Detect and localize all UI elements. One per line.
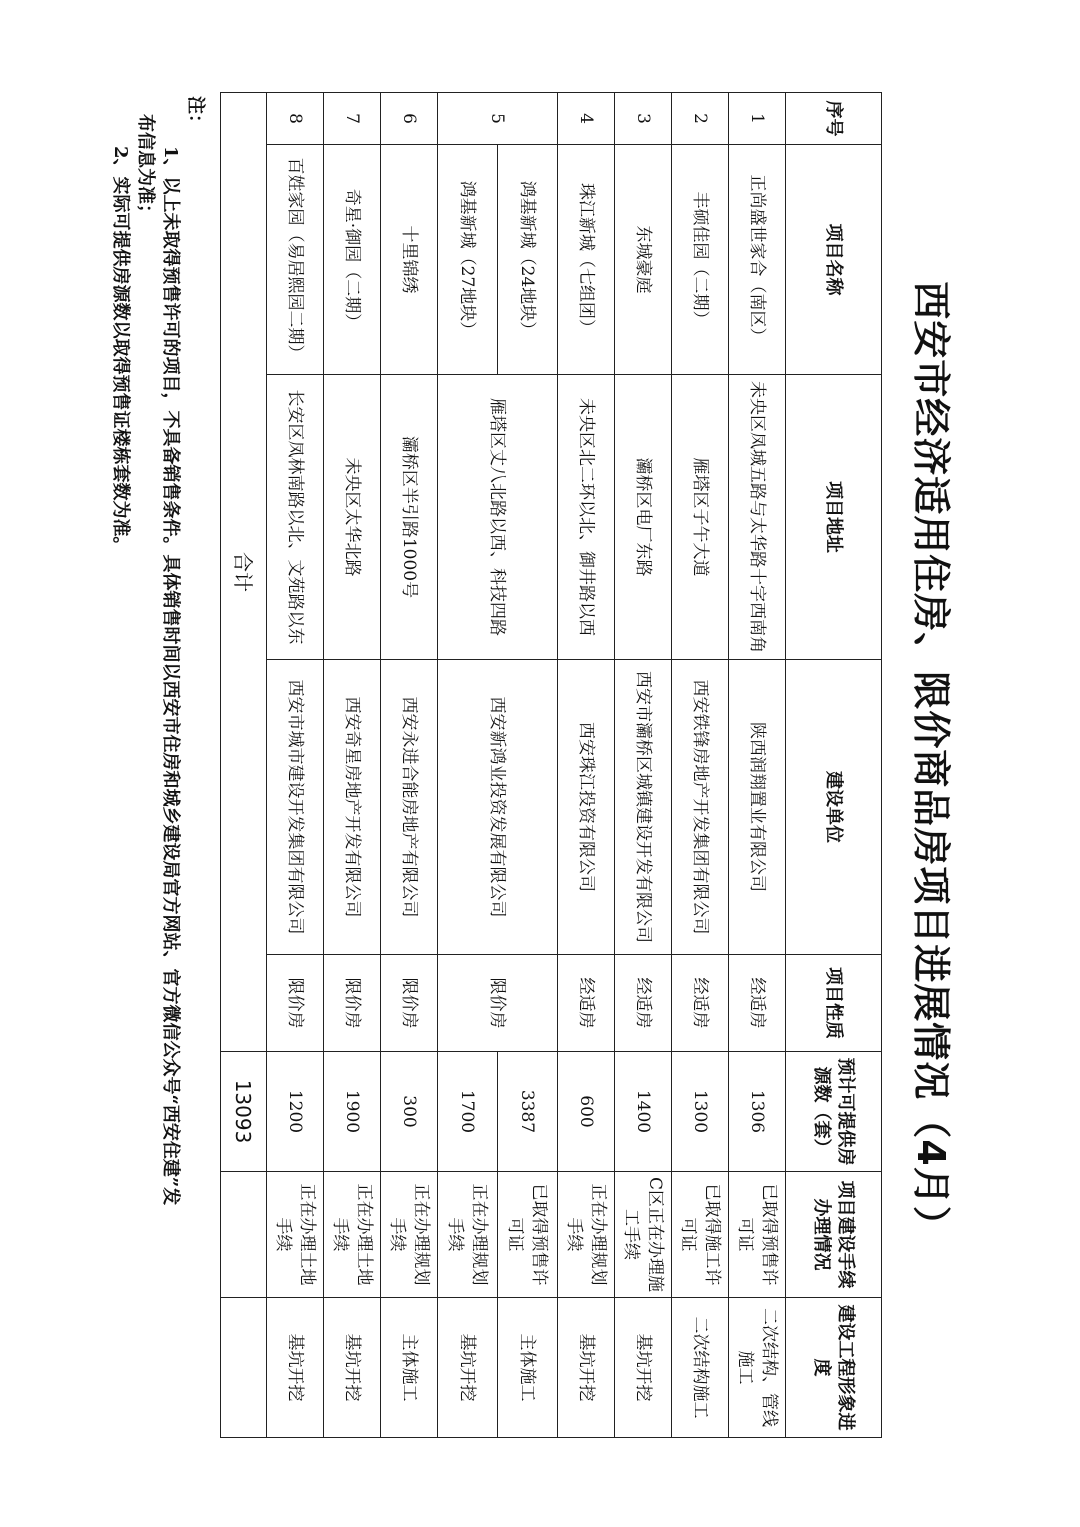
cell-procedure: 正在办理规划手续 <box>381 1172 438 1298</box>
notes-label: 注： <box>185 96 206 132</box>
cell-developer: 西安铁锋房地产开发集团有限公司 <box>672 660 729 955</box>
cell-procedure: 正在办理规划手续 <box>438 1172 498 1298</box>
header-address: 项目地址 <box>786 375 882 660</box>
cell-no: 8 <box>267 93 324 145</box>
cell-units: 1306 <box>729 1052 786 1172</box>
cell-no: 4 <box>558 93 615 145</box>
cell-no: 3 <box>615 93 672 145</box>
cell-progress: 主体施工 <box>381 1298 438 1438</box>
cell-developer: 西安新鸿业投资发展有限公司 <box>438 660 558 955</box>
table-row <box>324 93 381 1438</box>
cell-address: 未央区凤城五路与太华路十字西南角 <box>729 375 786 660</box>
cell-type: 经适房 <box>558 955 615 1052</box>
cell-developer: 西安市灞桥区城镇建设开发有限公司 <box>615 660 672 955</box>
cell-units: 1400 <box>615 1052 672 1172</box>
cell-procedure: 正在办理土地手续 <box>324 1172 381 1298</box>
cell-name: 丰硕佳园（二期） <box>672 145 729 375</box>
cell-units: 1300 <box>672 1052 729 1172</box>
cell-procedure: 已取得施工许可证 <box>672 1172 729 1298</box>
cell-progress: 基坑开挖 <box>615 1298 672 1438</box>
table-row <box>381 93 438 1438</box>
cell-type: 限价房 <box>324 955 381 1052</box>
footnotes <box>108 96 208 1446</box>
projects-table <box>220 92 882 1438</box>
cell-address: 灞桥区电厂东路 <box>615 375 672 660</box>
cell-type: 限价房 <box>438 955 558 1052</box>
table-row <box>672 93 729 1438</box>
total-empty-cell <box>221 1298 267 1438</box>
header-type: 项目性质 <box>786 955 882 1052</box>
cell-type: 经适房 <box>729 955 786 1052</box>
cell-progress: 基坑开挖 <box>558 1298 615 1438</box>
cell-type: 限价房 <box>381 955 438 1052</box>
cell-developer: 陕西润翔置业有限公司 <box>729 660 786 955</box>
cell-units: 1700 <box>438 1052 498 1172</box>
cell-developer: 西安奇星房地产开发有限公司 <box>324 660 381 955</box>
cell-name: 百姓家园（易居熙园二期） <box>267 145 324 375</box>
cell-progress: 主体施工 <box>498 1298 558 1438</box>
cell-no: 1 <box>729 93 786 145</box>
table-row <box>558 93 615 1438</box>
cell-procedure: 正在办理规划手续 <box>558 1172 615 1298</box>
cell-units: 1200 <box>267 1052 324 1172</box>
cell-type: 经适房 <box>672 955 729 1052</box>
page-title: 西安市经济适用住房、限价商品房项目进展情况（4月） <box>909 281 953 1245</box>
cell-name: 鸿基新城（27地块） <box>438 145 498 375</box>
header-developer: 建设单位 <box>786 660 882 955</box>
cell-units: 600 <box>558 1052 615 1172</box>
note-line-1: 1、以上未取得预售许可的项目，不具备销售条件。具体销售时间以西安市住房和城乡建设局官方网站、官方微信公众号“西安住建”发 <box>160 146 181 1206</box>
table-row <box>729 93 786 1438</box>
cell-name: 鸿基新城（24地块） <box>498 145 558 375</box>
total-value: 13093 <box>221 1052 267 1172</box>
table-row <box>615 93 672 1438</box>
cell-address: 雁塔区子午大道 <box>672 375 729 660</box>
cell-name: 十里锦绣 <box>381 145 438 375</box>
header-no: 序号 <box>786 93 882 145</box>
cell-developer: 西安珠江投资有限公司 <box>558 660 615 955</box>
header-procedure: 项目建设手续办理情况 <box>786 1172 882 1298</box>
cell-address: 未央区北二环以北、御井路以西 <box>558 375 615 660</box>
cell-no: 5 <box>438 93 558 145</box>
cell-progress: 基坑开挖 <box>324 1298 381 1438</box>
cell-address: 灞桥区半引路1000号 <box>381 375 438 660</box>
cell-name: 东城豪庭 <box>615 145 672 375</box>
cell-no: 7 <box>324 93 381 145</box>
cell-no: 6 <box>381 93 438 145</box>
note-line-1-cont: 布信息为准； <box>135 114 156 222</box>
header-name: 项目名称 <box>786 145 882 375</box>
cell-progress: 二次结构、管线施工 <box>729 1298 786 1438</box>
cell-name: 珠江新城（七组团） <box>558 145 615 375</box>
cell-no: 2 <box>672 93 729 145</box>
cell-address: 长安区凤林南路以北、文苑路以东 <box>267 375 324 660</box>
cell-units: 1900 <box>324 1052 381 1172</box>
cell-name: 奇星·御园（二期） <box>324 145 381 375</box>
cell-progress: 基坑开挖 <box>267 1298 324 1438</box>
cell-name: 正尚盛世家合（南区） <box>729 145 786 375</box>
cell-type: 限价房 <box>267 955 324 1052</box>
header-progress: 建设工程形象进度 <box>786 1298 882 1438</box>
total-empty-cell <box>221 1172 267 1298</box>
cell-developer: 西安市城市建设开发集团有限公司 <box>267 660 324 955</box>
cell-developer: 西安永进合能房地产有限公司 <box>381 660 438 955</box>
cell-units: 3387 <box>498 1052 558 1172</box>
cell-progress: 二次结构施工 <box>672 1298 729 1438</box>
table-header-row <box>786 93 882 1438</box>
total-label: 合计 <box>221 93 267 1052</box>
cell-progress: 基坑开挖 <box>438 1298 498 1438</box>
cell-procedure: 已取得预售许可证 <box>729 1172 786 1298</box>
cell-address: 雁塔区丈八北路以西、科技四路 <box>438 375 558 660</box>
note-line-2: 2、实际可提供房源数以取得预售证楼栋套数为准。 <box>110 146 131 555</box>
table-row <box>267 93 324 1438</box>
cell-type: 经适房 <box>615 955 672 1052</box>
cell-procedure: C区正在办理施工手续 <box>615 1172 672 1298</box>
cell-address: 未央区太华北路 <box>324 375 381 660</box>
cell-procedure: 已取得预售许可证 <box>498 1172 558 1298</box>
header-units: 预计可提供房源数（套） <box>786 1052 882 1172</box>
cell-procedure: 正在办理土地手续 <box>267 1172 324 1298</box>
table-row <box>498 93 558 1438</box>
table-total-row <box>221 93 267 1438</box>
cell-units: 300 <box>381 1052 438 1172</box>
